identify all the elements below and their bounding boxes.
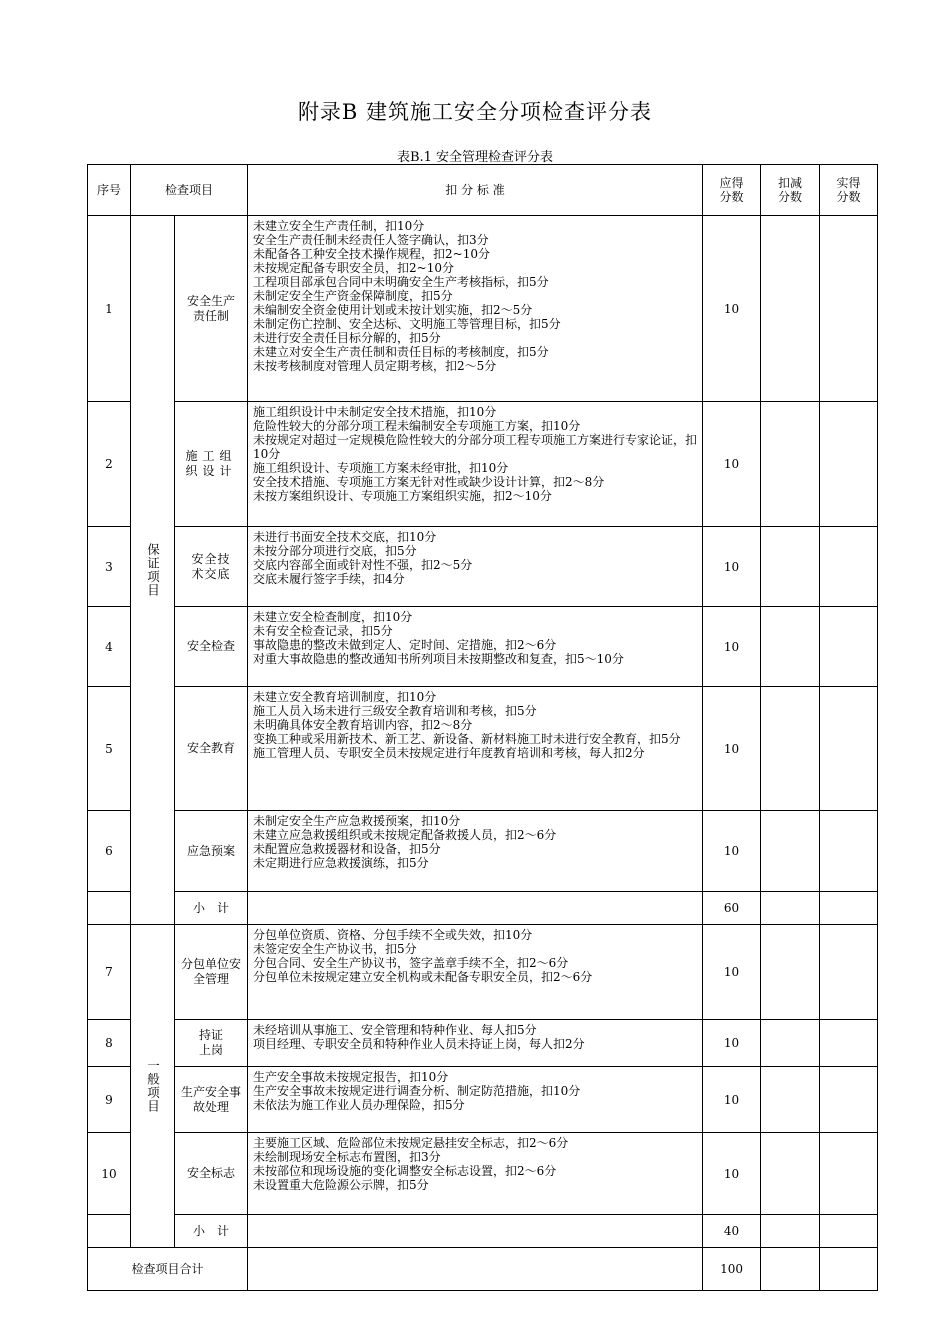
row-number: 1	[88, 216, 131, 402]
subtotal-row	[88, 1215, 878, 1248]
row-number: 5	[88, 687, 131, 811]
item-name: 安全技术交底	[191, 551, 231, 581]
full-score: 10	[703, 607, 761, 687]
deduct-score-cell[interactable]	[761, 811, 820, 892]
subtotal-criteria-empty	[248, 892, 703, 925]
criteria-line: 未按分部分项进行交底，扣5分	[253, 544, 417, 558]
header-full-score-text: 应得分数	[719, 176, 744, 204]
criteria-cell	[248, 925, 703, 1020]
header-actual-score-text: 实得分数	[836, 176, 861, 204]
criteria-line: 未制定安全生产应急救援预案，扣10分	[253, 814, 461, 828]
header-item: 检查项目	[131, 165, 248, 216]
criteria-line: 未进行安全责任目标分解的，扣5分	[253, 331, 441, 345]
actual-score-cell[interactable]	[820, 892, 878, 925]
deduct-score-cell[interactable]	[761, 1020, 820, 1067]
criteria-line: 未定期进行应急救援演练，扣5分	[253, 856, 429, 870]
criteria-line: 安全技术措施、专项施工方案无针对性或缺少设计计算，扣2～8分	[253, 475, 605, 489]
actual-score-cell[interactable]	[820, 1133, 878, 1215]
actual-score-cell[interactable]	[820, 1248, 878, 1291]
total-score: 100	[703, 1248, 761, 1291]
item-name-cell	[175, 607, 248, 687]
full-score: 10	[703, 925, 761, 1020]
table-row	[88, 1067, 878, 1133]
criteria-line: 未设置重大危险源公示牌，扣5分	[253, 1178, 429, 1192]
criteria-line: 分包单位未按规定建立安全机构或未配备专职安全员，扣2～6分	[253, 970, 593, 984]
item-name-cell	[175, 925, 248, 1020]
criteria-line: 未建立应急救援组织或未按规定配备救援人员，扣2～6分	[253, 828, 557, 842]
actual-score-cell[interactable]	[820, 1020, 878, 1067]
criteria-line: 未建立安全生产责任制，扣10分	[253, 219, 425, 233]
item-name-cell	[175, 402, 248, 527]
total-criteria-empty	[248, 1248, 703, 1291]
criteria-line: 未编制安全资金使用计划或未按计划实施，扣2～5分	[253, 303, 533, 317]
deduct-score-cell[interactable]	[761, 1133, 820, 1215]
criteria-line: 未制定安全生产资金保障制度，扣5分	[253, 289, 453, 303]
full-score: 10	[703, 811, 761, 892]
full-score: 10	[703, 402, 761, 527]
row-number: 9	[88, 1067, 131, 1133]
item-name-cell	[175, 1133, 248, 1215]
full-score: 10	[703, 216, 761, 402]
actual-score-cell[interactable]	[820, 1215, 878, 1248]
subtotal-criteria-empty	[248, 1215, 703, 1248]
full-score: 10	[703, 687, 761, 811]
deduct-score-cell[interactable]	[761, 1067, 820, 1133]
criteria-line: 对重大事故隐患的整改通知书所列项目未按期整改和复查，扣5～10分	[253, 652, 624, 666]
criteria-line: 主要施工区域、危险部位未按规定悬挂安全标志，扣2～6分	[253, 1136, 569, 1150]
deduct-score-cell[interactable]	[761, 1215, 820, 1248]
item-name: 施工组织设计	[185, 449, 237, 478]
criteria-line: 未按考核制度对管理人员定期考核，扣2～5分	[253, 359, 497, 373]
row-number: 2	[88, 402, 131, 527]
criteria-line: 危险性较大的分部分项工程未编制安全专项施工方案，扣10分	[253, 419, 581, 433]
criteria-line: 未绘制现场安全标志布置图，扣3分	[253, 1150, 441, 1164]
criteria-cell	[248, 811, 703, 892]
criteria-line: 未按方案组织设计、专项施工方案组织实施，扣2～10分	[253, 489, 552, 503]
row-number: 10	[88, 1133, 131, 1215]
item-name: 安全标志	[186, 1166, 235, 1180]
item-name: 生产安全事故处理	[181, 1084, 242, 1114]
criteria-line: 未配备各工种安全技术操作规程，扣2~10分	[253, 247, 490, 261]
criteria-line: 变换工种或采用新技术、新工艺、新设备、新材料施工时未进行安全教育，扣5分	[253, 732, 681, 746]
item-name: 安全检查	[186, 639, 235, 653]
criteria-line: 分包合同、安全生产协议书，签字盖章手续不全，扣2～6分	[253, 956, 569, 970]
full-score: 10	[703, 1067, 761, 1133]
row-number: 7	[88, 925, 131, 1020]
item-name-cell	[175, 1020, 248, 1067]
criteria-line: 未建立安全检查制度，扣10分	[253, 610, 413, 624]
actual-score-cell[interactable]	[820, 402, 878, 527]
full-score: 10	[703, 527, 761, 607]
actual-score-cell[interactable]	[820, 527, 878, 607]
criteria-line: 未明确具体安全教育培训内容，扣2～8分	[253, 718, 473, 732]
criteria-cell	[248, 402, 703, 527]
table-row	[88, 687, 878, 811]
table-row	[88, 925, 878, 1020]
item-name: 分包单位安全管理	[181, 957, 242, 986]
subtotal-score: 60	[703, 892, 761, 925]
row-number: 8	[88, 1020, 131, 1067]
subtotal-label: 小 计	[175, 1215, 248, 1248]
table-row	[88, 402, 878, 527]
table-row	[88, 1133, 878, 1215]
criteria-cell	[248, 1133, 703, 1215]
group-guarantee	[131, 216, 175, 925]
group-label: 一般项目	[145, 1059, 161, 1113]
actual-score-cell[interactable]	[820, 216, 878, 402]
criteria-line: 未有安全检查记录，扣5分	[253, 624, 393, 638]
row-number: 4	[88, 607, 131, 687]
criteria-line: 未依法为施工作业人员办理保险，扣5分	[253, 1098, 465, 1112]
criteria-line: 生产安全事故未按规定进行调查分析、制定防范措施，扣10分	[253, 1084, 581, 1098]
deduct-score-cell[interactable]	[761, 402, 820, 527]
row-number: 6	[88, 811, 131, 892]
deduct-score-cell[interactable]	[761, 1248, 820, 1291]
criteria-line: 未按部位和现场设施的变化调整安全标志设置，扣2～6分	[253, 1164, 557, 1178]
criteria-cell	[248, 216, 703, 402]
header-row	[88, 165, 878, 216]
item-name-cell	[175, 687, 248, 811]
criteria-cell	[248, 607, 703, 687]
item-name: 安全教育	[186, 741, 235, 755]
full-score: 10	[703, 1020, 761, 1067]
page-title: 附录B 建筑施工安全分项检查评分表	[297, 100, 653, 124]
deduct-score-cell[interactable]	[761, 925, 820, 1020]
table-row	[88, 527, 878, 607]
header-full-score	[703, 165, 761, 216]
criteria-line: 项目经理、专职安全员和特种作业人员未持证上岗，每人扣2分	[253, 1037, 585, 1051]
table-caption: 表B.1 安全管理检查评分表	[396, 150, 554, 165]
item-name-cell	[175, 527, 248, 607]
table-row	[88, 216, 878, 402]
table-row	[88, 607, 878, 687]
group-general	[131, 925, 175, 1248]
item-name-cell	[175, 216, 248, 402]
criteria-line: 未配置应急救援器材和设备，扣5分	[253, 842, 441, 856]
criteria-line: 交底未履行签字手续，扣4分	[253, 572, 405, 586]
score-table-body	[88, 165, 878, 1291]
criteria-line: 施工组织设计、专项施工方案未经审批，扣10分	[253, 461, 509, 475]
criteria-line: 事故隐患的整改未做到定人、定时间、定措施，扣2～6分	[253, 638, 557, 652]
criteria-line: 分包单位资质、资格、分包手续不全或失效，扣10分	[253, 928, 533, 942]
criteria-line: 未按规定配备专职安全员，扣2~10分	[253, 261, 454, 275]
total-label: 检查项目合计	[88, 1248, 248, 1291]
score-table	[87, 164, 878, 1291]
header-deduct-score	[761, 165, 820, 216]
criteria-line: 未签定安全生产协议书，扣5分	[253, 942, 417, 956]
criteria-line: 施工管理人员、专职安全员未按规定进行年度教育培训和考核，每人扣2分	[253, 746, 645, 760]
table-row	[88, 1020, 878, 1067]
header-no: 序号	[88, 165, 131, 216]
total-row	[88, 1248, 878, 1291]
criteria-cell	[248, 687, 703, 811]
criteria-cell	[248, 1020, 703, 1067]
subtotal-empty	[88, 1215, 131, 1248]
criteria-line: 施工人员入场未进行三级安全教育培训和考核，扣5分	[253, 704, 537, 718]
item-name-cell	[175, 811, 248, 892]
row-number: 3	[88, 527, 131, 607]
criteria-line: 未建立对安全生产责任制和责任目标的考核制度，扣5分	[253, 345, 549, 359]
criteria-cell	[248, 527, 703, 607]
item-name: 持证上岗	[198, 1028, 223, 1057]
criteria-line: 未按规定对超过一定规模危险性较大的分部分项工程专项施工方案进行专家论证，扣10分	[253, 433, 698, 461]
actual-score-cell[interactable]	[820, 811, 878, 892]
actual-score-cell[interactable]	[820, 925, 878, 1020]
item-name-cell	[175, 1067, 248, 1133]
criteria-line: 交底内容部全面或针对性不强，扣2～5分	[253, 558, 473, 572]
deduct-score-cell[interactable]	[761, 216, 820, 402]
criteria-line: 未进行书面安全技术交底，扣10分	[253, 530, 437, 544]
criteria-line: 未建立安全教育培训制度，扣10分	[253, 690, 437, 704]
item-name: 应急预案	[186, 843, 235, 858]
header-criteria: 扣 分 标 准	[248, 165, 703, 216]
deduct-score-cell[interactable]	[761, 892, 820, 925]
criteria-line: 未经培训从事施工、安全管理和特种作业、每人扣5分	[253, 1023, 537, 1037]
group-label: 保证项目	[145, 543, 161, 597]
table-row	[88, 811, 878, 892]
subtotal-empty	[88, 892, 131, 925]
header-actual-score	[820, 165, 878, 216]
actual-score-cell[interactable]	[820, 687, 878, 811]
criteria-line: 生产安全事故未按规定报告，扣10分	[253, 1070, 449, 1084]
criteria-line: 工程项目部承包合同中未明确安全生产考核指标，扣5分	[253, 275, 549, 289]
header-deduct-score-text: 扣减分数	[778, 176, 803, 204]
criteria-line: 未制定伤亡控制、安全达标、文明施工等管理目标，扣5分	[253, 317, 561, 331]
deduct-score-cell[interactable]	[761, 527, 820, 607]
criteria-line: 施工组织设计中未制定安全技术措施，扣10分	[253, 405, 497, 419]
deduct-score-cell[interactable]	[761, 687, 820, 811]
criteria-line: 安全生产责任制未经责任人签字确认，扣3分	[253, 233, 489, 247]
deduct-score-cell[interactable]	[761, 607, 820, 687]
subtotal-row	[88, 892, 878, 925]
actual-score-cell[interactable]	[820, 1067, 878, 1133]
subtotal-score: 40	[703, 1215, 761, 1248]
item-name: 安全生产责任制	[187, 293, 236, 323]
full-score: 10	[703, 1133, 761, 1215]
actual-score-cell[interactable]	[820, 607, 878, 687]
criteria-cell	[248, 1067, 703, 1133]
subtotal-label: 小 计	[175, 892, 248, 925]
